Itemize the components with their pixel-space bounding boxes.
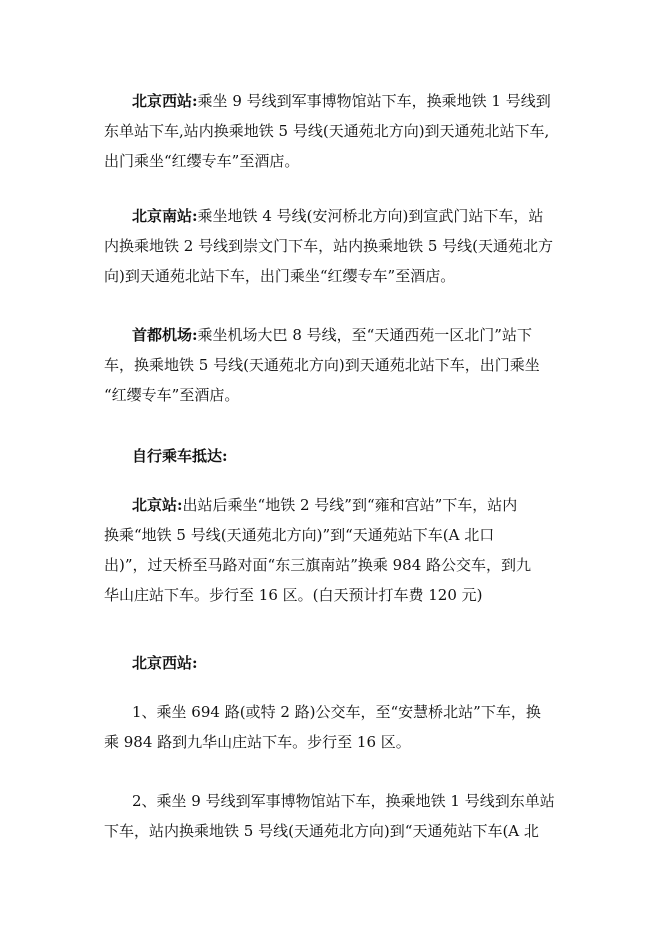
text-span: 乘坐地铁 4 号线(安河桥北方向)到宣武门站下车，站: [197, 207, 544, 225]
station-label: 北京站:: [132, 496, 183, 514]
text-span: 乘坐机场大巴 8 号线，至“天通西苑一区北门”站下: [197, 326, 532, 344]
text-span: 乘坐 9 号线到军事博物馆站下车，换乘地铁 1 号线到: [197, 92, 551, 110]
text-line: 2、乘坐 9 号线到军事博物馆站下车，换乘地铁 1 号线到东单站: [132, 792, 555, 810]
text-line: 华山庄站下车。步行至 16 区。(白天预计打车费 120 元): [104, 586, 483, 604]
text-line: [104, 86, 564, 116]
paragraph-beijing-west: [104, 86, 564, 176]
paragraph-beijing-station: [104, 490, 564, 610]
text-line: “红缨专车”至酒店。: [104, 386, 240, 404]
heading-self-arrival: [104, 441, 564, 471]
text-line: [104, 490, 564, 520]
section-heading: 北京西站:: [132, 654, 198, 672]
heading-beijing-west-2: [104, 648, 564, 678]
text-line: 东单站下车,站内换乘地铁 5 号线(天通苑北方向)到天通苑北站下车,: [104, 122, 550, 140]
paragraph-beijing-south: [104, 201, 564, 291]
text-line: 1、乘坐 694 路(或特 2 路)公交车，至“安慧桥北站”下车，换: [132, 703, 541, 721]
station-label: 北京南站:: [132, 207, 198, 225]
text-line: [104, 320, 564, 350]
text-line: 出)”，过天桥至马路对面“东三旗南站”换乘 984 路公交车，到九: [104, 556, 532, 574]
text-line: 换乘“地铁 5 号线(天通苑北方向)”到“天通苑站下车(A 北口: [104, 526, 495, 544]
station-label: 首都机场:: [132, 326, 198, 344]
text-span: 出站后乘坐“地铁 2 号线”到“雍和宫站”下车，站内: [182, 496, 518, 514]
list-item-1: [104, 697, 564, 757]
text-line: 下车，站内换乘地铁 5 号线(天通苑北方向)到“天通苑站下车(A 北: [104, 822, 539, 840]
section-heading: 自行乘车抵达:: [132, 447, 228, 465]
text-line: 向)到天通苑北站下车，出门乘坐“红缨专车”至酒店。: [104, 267, 456, 285]
list-item-2: [104, 786, 564, 846]
text-line: 乘 984 路到九华山庄站下车。步行至 16 区。: [104, 733, 411, 751]
station-label: 北京西站:: [132, 92, 198, 110]
text-line: [104, 201, 564, 231]
paragraph-capital-airport: [104, 320, 564, 410]
text-line: 内换乘地铁 2 号线到崇文门下车，站内换乘地铁 5 号线(天通苑北方: [104, 237, 554, 255]
text-line: 车，换乘地铁 5 号线(天通苑北方向)到天通苑北站下车，出门乘坐: [104, 356, 540, 374]
text-line: 出门乘坐“红缨专车”至酒店。: [104, 152, 300, 170]
